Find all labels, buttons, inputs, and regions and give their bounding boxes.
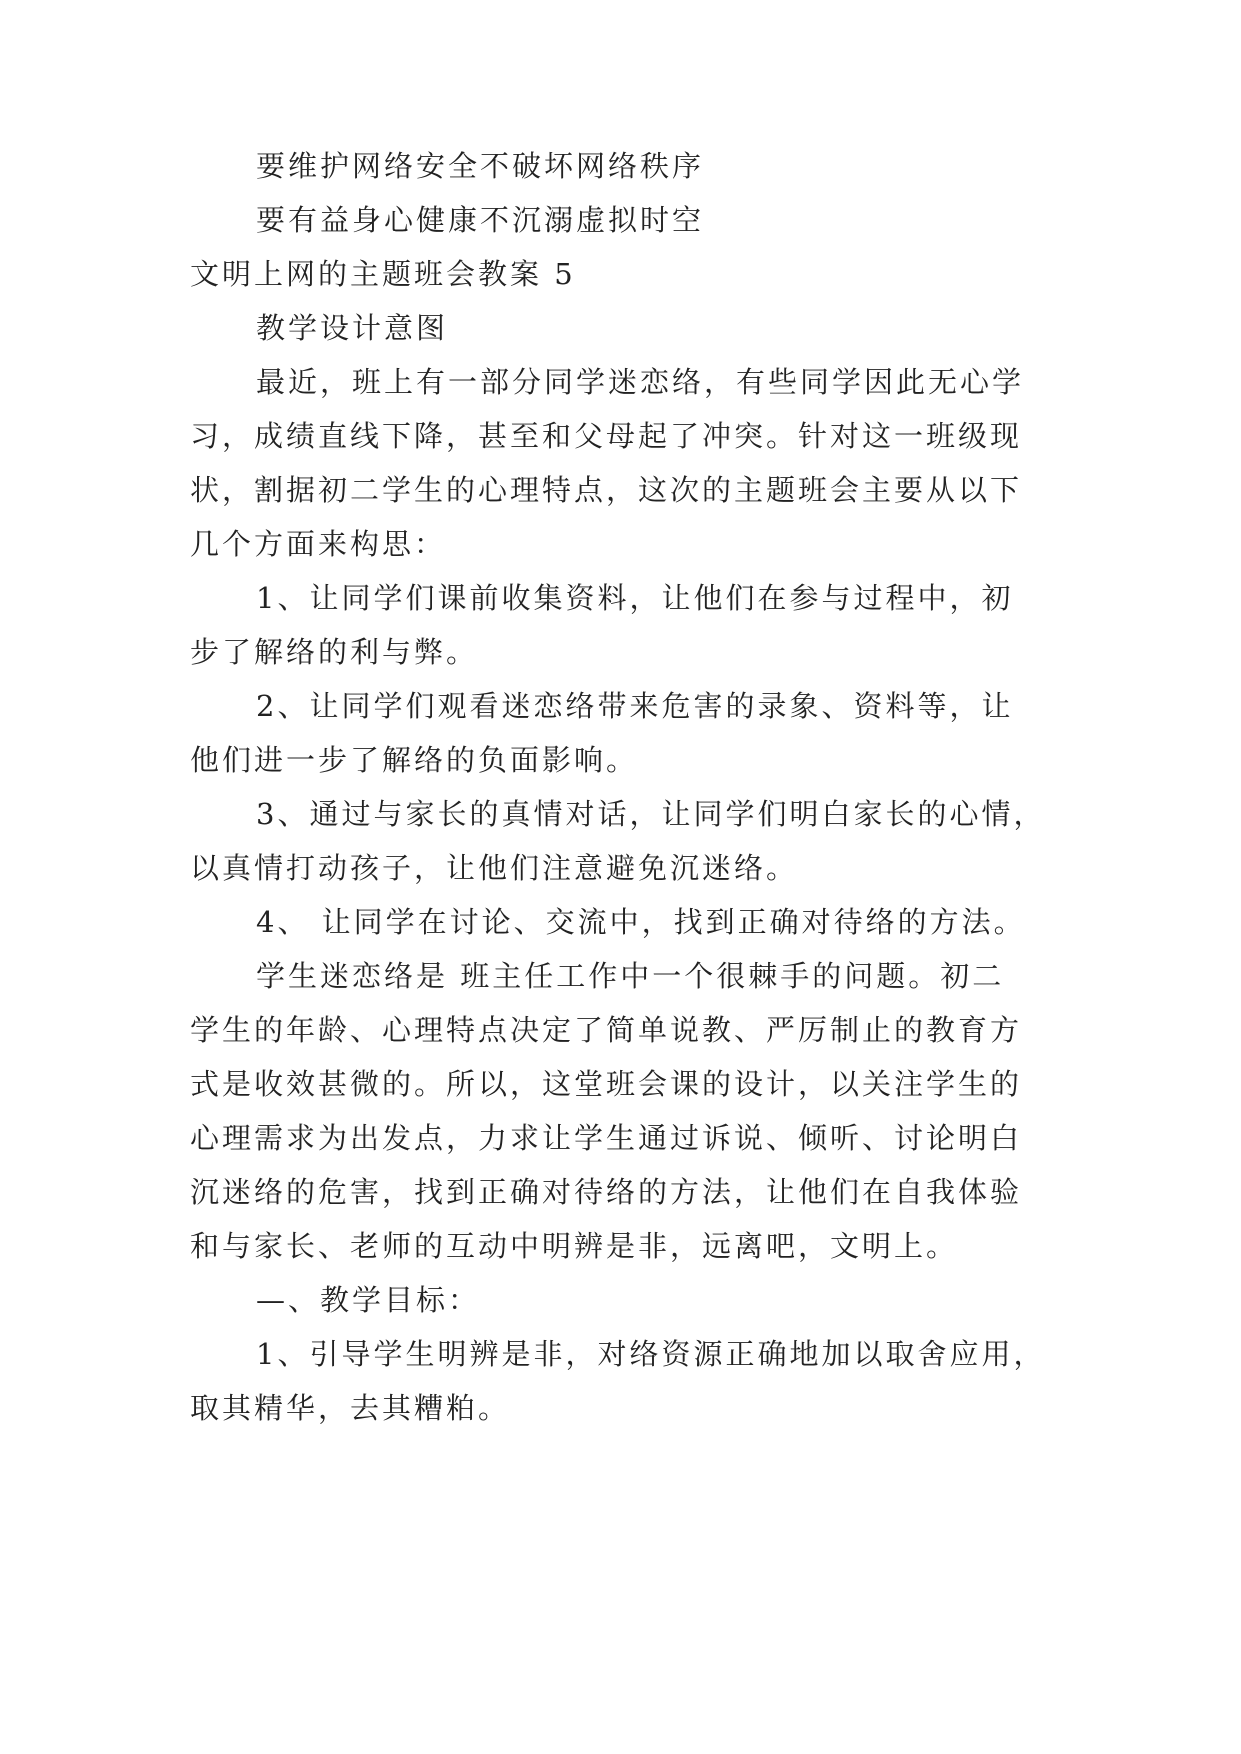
text-line: 取其精华，去其糟粕。 [190,1391,511,1425]
text-line: 沉迷络的危害，找到正确对待络的方法，让他们在自我体验 [190,1175,1023,1209]
list-item: 4、 让同学在讨论、交流中，找到正确对待络的方法。 [256,905,1026,939]
text-line: 心理需求为出发点，力求让学生通过诉说、倾听、讨论明白 [190,1121,1023,1155]
list-item: 3、通过与家长的真情对话，让同学们明白家长的心情， [256,797,1046,831]
text-line: 他们进一步了解络的负面影响。 [190,743,639,777]
text-line: 要维护网络安全不破坏网络秩序 [256,149,705,183]
list-item: 2、让同学们观看迷恋络带来危害的录象、资料等，让 [256,689,1014,723]
text-line: 和与家长、老师的互动中明辨是非，远离吧，文明上。 [190,1229,959,1263]
list-item: 1、让同学们课前收集资料，让他们在参与过程中，初 [256,581,1014,615]
text-line: 学生迷恋络是 班主任工作中一个很棘手的问题。初二 [256,959,1005,993]
subheading: 教学设计意图 [256,311,449,345]
text-line: 最近，班上有一部分同学迷恋络，有些同学因此无心学 [256,365,1025,399]
text-line: 要有益身心健康不沉溺虚拟时空 [256,203,705,237]
text-line: 状，割据初二学生的心理特点，这次的主题班会主要从以下 [190,473,1023,507]
section-title: 文明上网的主题班会教案 5 [190,257,576,291]
subheading: —、教学目标： [256,1283,481,1317]
text-line: 学生的年龄、心理特点决定了简单说教、严厉制止的教育方 [190,1013,1023,1047]
text-line: 几个方面来构思： [190,527,447,561]
list-item: 1、引导学生明辨是非，对络资源正确地加以取舍应用， [256,1337,1046,1371]
text-line: 习，成绩直线下降，甚至和父母起了冲突。针对这一班级现 [190,419,1023,453]
text-line: 以真情打动孩子，让他们注意避免沉迷络。 [190,851,799,885]
text-line: 式是收效甚微的。所以，这堂班会课的设计，以关注学生的 [190,1067,1023,1101]
text-line: 步了解络的利与弊。 [190,635,479,669]
